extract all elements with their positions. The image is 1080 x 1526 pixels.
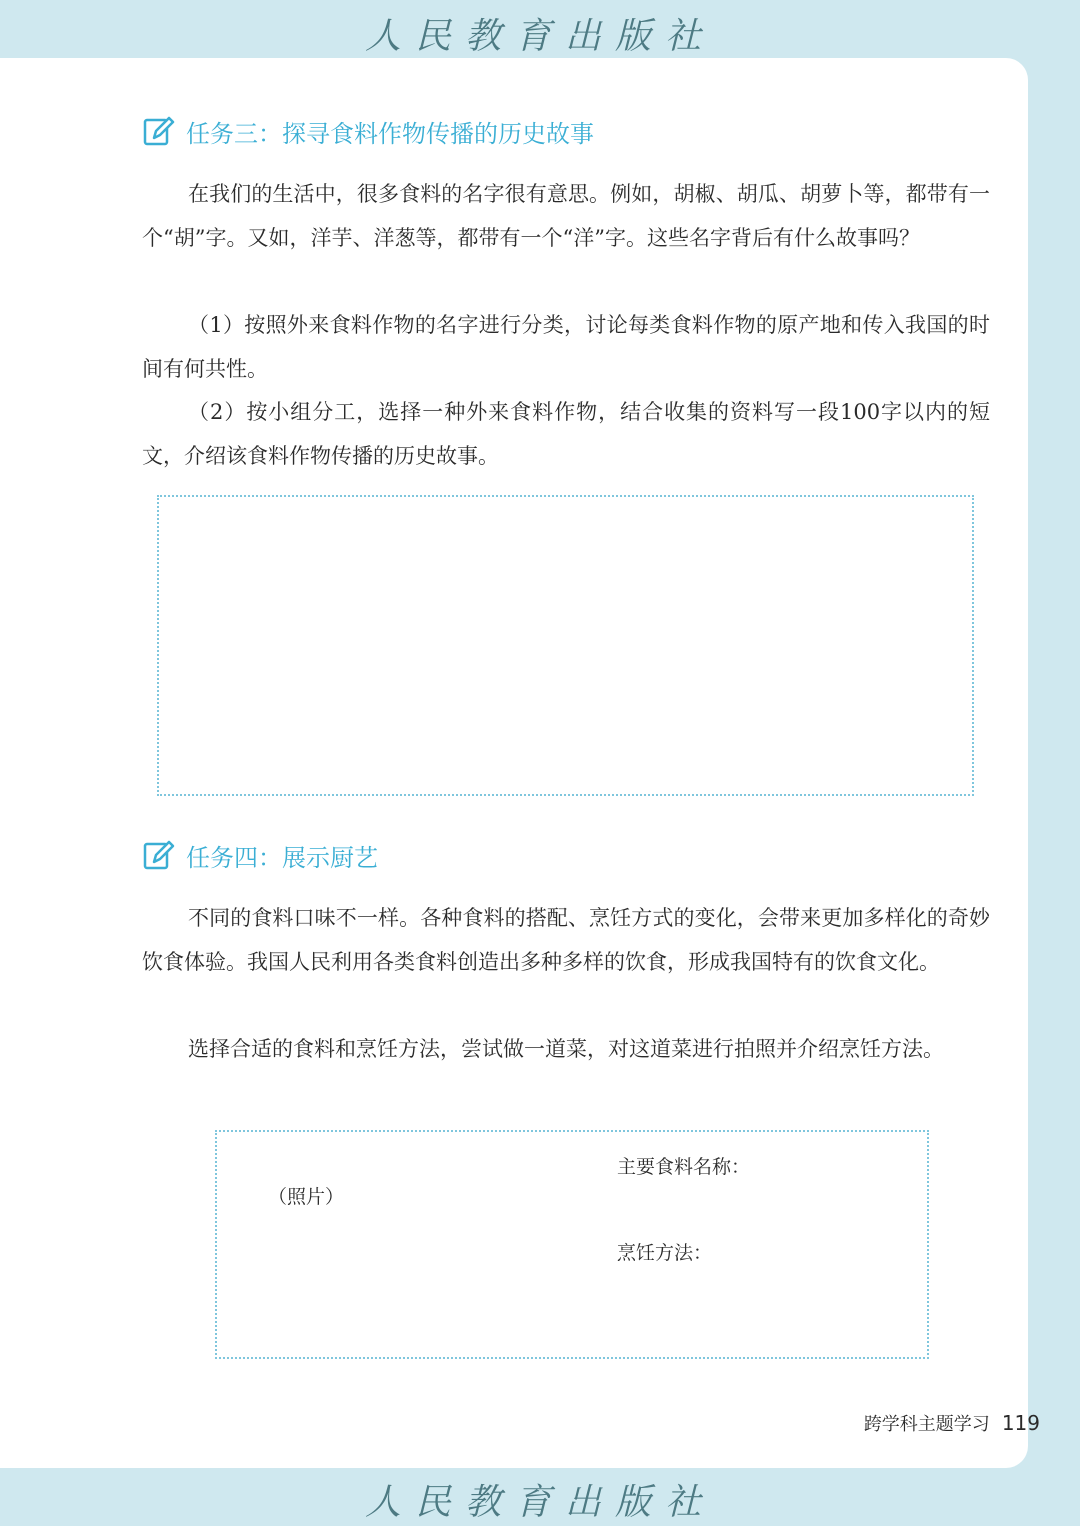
task3-heading [142, 113, 594, 149]
task4-intro: 不同的食料口味不一样。各种食料的搭配、烹饪方式的变化，会带来更加多样化的奇妙饮食体验。我国人民利用各类食料创造出多种多样的饮食，形成我国特有的饮食文化。 [142, 906, 990, 974]
task3-heading-text: 任务三：探寻食料作物传播的历史故事 [186, 119, 594, 148]
edit-note-icon [142, 838, 176, 872]
task3-writing-box[interactable] [157, 495, 974, 796]
publisher-watermark-top: 人民教育出版社 [364, 16, 715, 57]
ingredients-label: 主要食料名称： [617, 1156, 751, 1178]
footer-section: 跨学科主题学习 [863, 1414, 990, 1435]
page-footer [864, 1410, 1040, 1436]
task4-heading [142, 837, 378, 873]
task4-instruction: 选择合适的食料和烹饪方法，尝试做一道菜，对这道菜进行拍照并介绍烹饪方法。 [188, 1037, 944, 1061]
task3-item1: （1）按照外来食料作物的名字进行分类，讨论每类食料作物的原产地和传入我国的时间有何共性。 [142, 313, 990, 381]
page-number: 119 [1001, 1411, 1040, 1435]
task3-item2: （2）按小组分工，选择一种外来食料作物，结合收集的资料写一段100字以内的短文，介绍该食料作物传播的历史故事。 [142, 400, 990, 468]
edit-note-icon [142, 114, 176, 148]
photo-label: （照片） [268, 1186, 345, 1208]
publisher-watermark-bottom: 人民教育出版社 [364, 1482, 715, 1523]
task4-heading-text: 任务四：展示厨艺 [186, 843, 378, 872]
dish-record-box[interactable] [215, 1130, 929, 1359]
cooking-method-label: 烹饪方法： [617, 1242, 713, 1264]
task3-intro: 在我们的生活中，很多食料的名字很有意思。例如，胡椒、胡瓜、胡萝卜等，都带有一个“胡”字。又如，洋芋、洋葱等，都带有一个“洋”字。这些名字背后有什么故事吗？ [142, 182, 990, 250]
